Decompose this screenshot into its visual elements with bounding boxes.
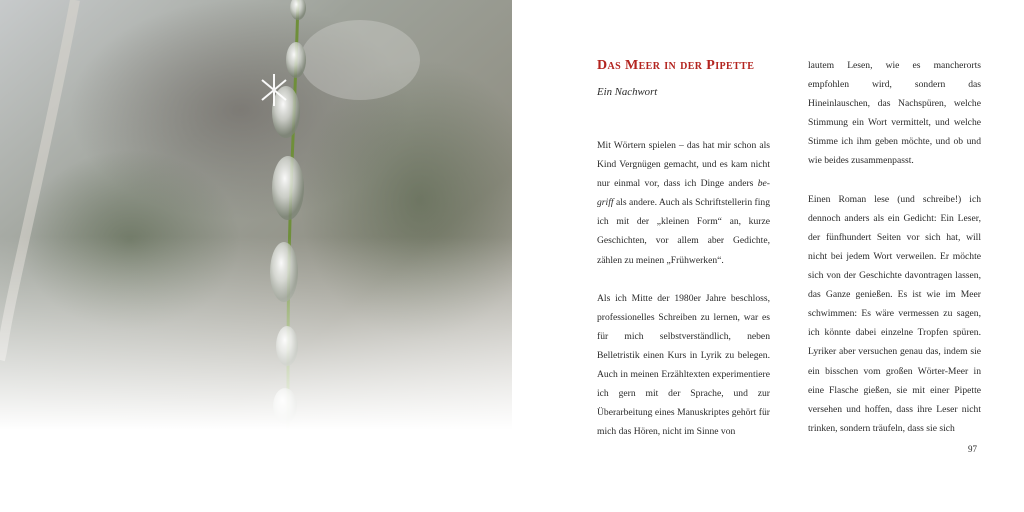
paragraph-1-start: Mit Wörtern spielen – das hat mir schon als Kind Vergnügen gemacht, und es kam nicht nur einmal vor, dass ich Dinge anders: [597, 140, 770, 190]
page-number: 97: [968, 444, 977, 454]
paragraph-1-rest: als andere. Auch als Schriftstellerin fing ich mit der „kleinen Form“ an, kurze Geschichten, vor allem aber Gedichte, zählen zu meinen „Frühwerken“.: [597, 197, 770, 266]
chapter-title: Das Meer in der Pipette: [597, 58, 755, 73]
paragraph-1-italic: be-griff: [597, 178, 770, 209]
paragraph-1: [597, 136, 770, 270]
text-page: [512, 0, 1024, 512]
text-column-left: [597, 56, 770, 442]
photo-frozen-grass-stem-icon: [0, 0, 512, 430]
paragraph-3: lautem Lesen, wie es mancherorts empfohlen wird, sondern das Hineinlauschen, das Nachspüren, welche Stimmung ein Wort vermittelt, und welche Stimme ich ihm geben möchte, und ob und wie beides zusammenpasst.: [808, 60, 981, 167]
paragraph-2: Als ich Mitte der 1980er Jahre beschloss, professionelles Schreiben zu lernen, war es für mich selbstverständlich, neben Belletristik einen Kurs in Lyrik zu belegen. Auch in meinen Erzähltexten experimentiere ich gern mit der Sprache, und zur Überarbeitung eines Manuskriptes gehört für mich das Hören, nicht im Sinne von: [597, 292, 770, 438]
chapter-subtitle: Ein Nachwort: [597, 86, 658, 98]
paragraph-4: Einen Roman lese (und schreibe!) ich dennoch anders als ein Gedicht: Ein Leser, der fünfhundert Seiten vor sich hat, will nicht bei jedem Wort verweilen. Er möchte sich von der Geschichte davontragen lassen, das Ganze genießen. Es ist wie im Meer schwimmen: Es wäre vermessen zu sagen, ich könnte dabei einzelne Tropfen spüren. Lyriker aber versuchen genau das, indem sie ein bisschen vom großen Wörter-Meer in eine Flasche gießen, sie mit einer Pipette versehen und hoffen, dass ihre Leser nicht trinken, sondern träufeln, dass sie sich: [808, 193, 981, 434]
text-column-right: [808, 56, 981, 438]
